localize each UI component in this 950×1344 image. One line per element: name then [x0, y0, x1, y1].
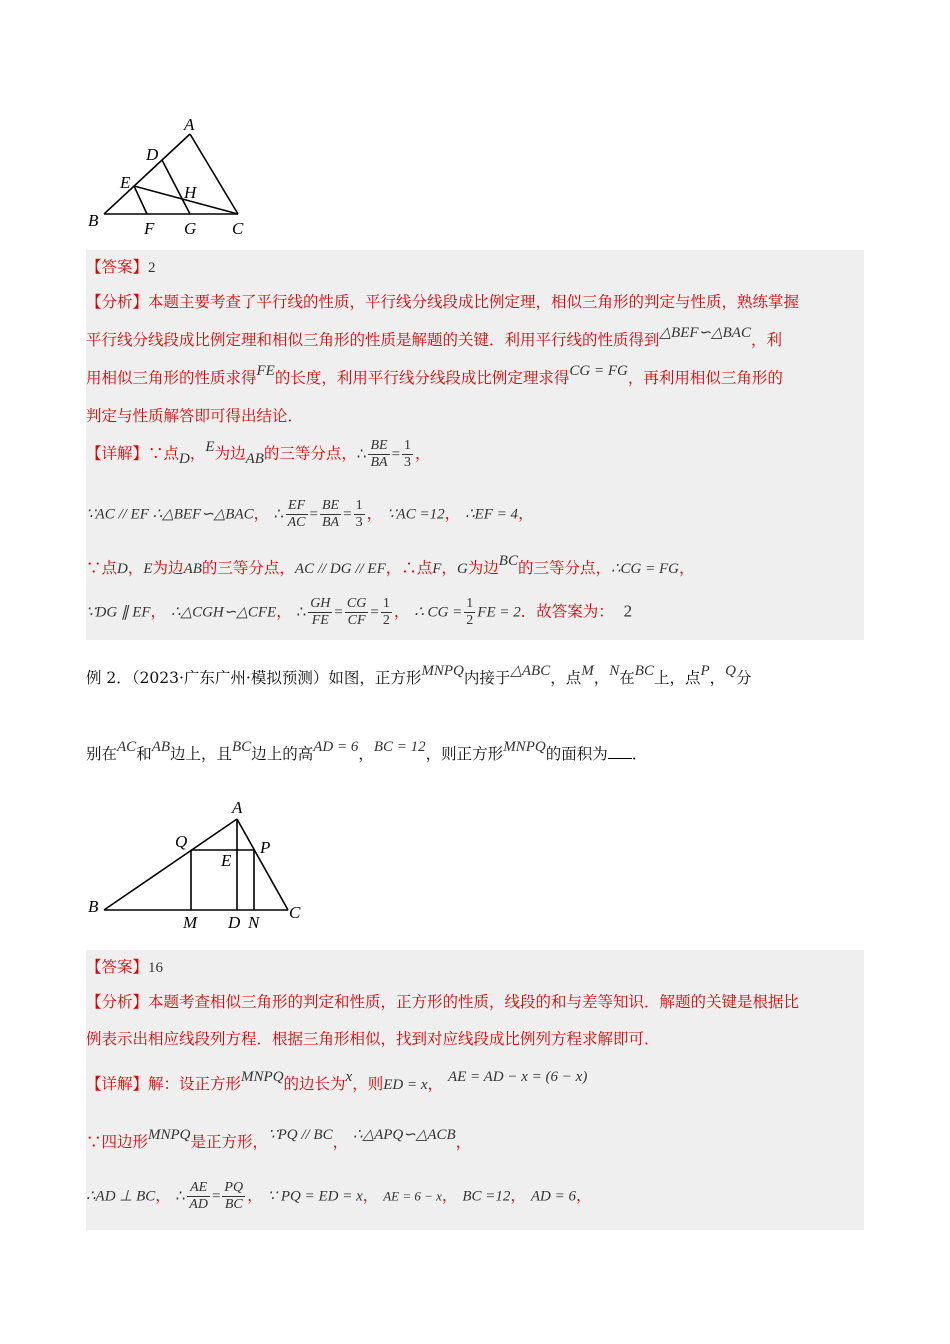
math: MNPQ	[241, 1069, 284, 1085]
analysis-label: 【分析】	[86, 293, 149, 311]
detail-text: ，	[678, 559, 695, 577]
question-text: 例 2．（2023·广东广州·模拟预测）如图，正方形	[86, 669, 422, 687]
analysis-text: 本题主要考查了平行线的性质，平行线分线段成比例定理，相似三角形的判定与性质，熟练掌握	[148, 293, 800, 311]
numerator: 1	[404, 438, 412, 453]
answer-blank	[608, 758, 632, 759]
math: G	[456, 561, 468, 577]
figure-1-svg	[80, 112, 280, 242]
numerator: 1	[382, 596, 390, 611]
detail-line-1	[86, 438, 431, 471]
math: ∵PQ // BC	[268, 1127, 333, 1143]
math: E	[143, 561, 153, 577]
question-text: ，点	[550, 669, 582, 687]
fig1-label-a: A	[184, 115, 195, 134]
math: AE = AD − x = (6 − x)	[447, 1069, 588, 1085]
detail-text: 的三等分点，	[263, 444, 357, 463]
math: ∴	[175, 1188, 186, 1205]
detail-text: ，	[155, 1186, 171, 1205]
question-text: 上，点	[653, 669, 701, 687]
denominator: 3	[355, 515, 363, 530]
detail-text: ．故答案为：	[520, 602, 614, 621]
math: △ABC	[510, 663, 551, 679]
detail-line-2: ∵AC // EF ∴△BEF∽△BAC， ∴ $\frac{EF}{AC}$ = $\frac{BE}{BA}$ = $\frac{1}{3}$ ， ∵AC =12， ∴EF = 4，	[86, 498, 534, 530]
answer-label: 【答案】	[86, 258, 149, 276]
fraction	[368, 438, 389, 471]
denominator: BA	[321, 515, 340, 530]
fig1-label-b: B	[88, 211, 99, 230]
math: N	[609, 663, 620, 679]
fraction	[187, 1180, 210, 1213]
question-text: 的面积为	[545, 745, 608, 763]
detail-text: ，	[518, 504, 534, 523]
detail-text: 的三等分点，	[201, 559, 295, 577]
math: E	[205, 438, 215, 455]
math: ∴△APQ∽△ACB	[353, 1127, 456, 1143]
question-text: 和	[136, 745, 152, 763]
detail-text: ，	[415, 444, 431, 463]
figure-2-svg	[80, 794, 310, 934]
math: ∵AC // EF ∴△BEF∽△BAC	[86, 506, 254, 523]
detail-text: 的边长为	[283, 1075, 346, 1093]
fraction	[464, 596, 475, 629]
fraction	[354, 498, 365, 531]
numerator: EF	[286, 498, 308, 515]
math: ∴ CG =	[414, 604, 463, 621]
question-text: 内接于	[463, 669, 511, 687]
math: AB	[245, 450, 264, 467]
math: D	[179, 450, 190, 467]
fig2-label-b: B	[88, 897, 99, 916]
denominator: 2	[382, 613, 390, 628]
question-text: 在	[619, 669, 635, 687]
fig2-label-d: D	[228, 913, 241, 932]
math: △BEF∽△BAC	[659, 325, 751, 341]
detail-text: 为边	[214, 444, 246, 463]
detail-text: ，则	[352, 1075, 384, 1093]
math: CG = FG	[569, 363, 628, 379]
segment-ac	[237, 819, 288, 910]
detail-text: ，	[427, 1075, 444, 1093]
denominator: FE	[311, 613, 329, 628]
analysis-text: ，利	[750, 331, 782, 349]
detail-line-4: ∵DG ∥ EF， ∴△CGH∽△CFE， ∴ $\frac{GH}{FE}$ = $\frac{CG}{CF}$ = $\frac{1}{2}$ ， ∴ CG = $\frac{1}{2}$ FE = 2．故答案为： 2	[86, 596, 633, 628]
detail-text: 为边	[467, 559, 499, 577]
analysis-text: 用相似三角形的性质求得	[86, 369, 257, 387]
detail-text: ，	[150, 602, 167, 621]
answer-value: 2	[148, 260, 156, 276]
math: ∵ PQ = ED = x	[267, 1188, 363, 1205]
numerator: GH	[310, 596, 331, 611]
question-text: ，	[593, 669, 610, 687]
math: BC	[232, 739, 252, 755]
detail-text: ，	[247, 1186, 263, 1205]
answer-value: 16	[148, 960, 164, 976]
math: AD = 6	[313, 739, 359, 755]
question-2-line-1	[86, 663, 752, 688]
math: AB	[151, 739, 171, 755]
detail-text: ，	[189, 444, 206, 463]
detail-text: ，∴点	[385, 559, 433, 577]
analysis-line-2	[86, 325, 782, 350]
math: AD = 6	[530, 1188, 576, 1205]
fig1-label-g: G	[184, 219, 197, 238]
answer-label: 【答案】	[86, 958, 149, 976]
detail-line-2	[86, 1127, 472, 1152]
fraction	[402, 438, 413, 471]
analysis-text: 本题考查相似三角形的判定和性质，正方形的性质，线段的和与差等知识．解题的关键是根据比	[148, 993, 800, 1011]
detail-text: ∵点	[148, 444, 180, 463]
math: F	[432, 561, 442, 577]
fig2-label-n: N	[248, 913, 260, 932]
segment-ef	[134, 186, 147, 214]
detail-text: ，	[441, 1186, 458, 1205]
fraction	[308, 596, 332, 629]
math: ∴AD ⊥ BC	[86, 1188, 156, 1205]
detail-text: 解：设正方形	[148, 1075, 242, 1093]
detail-text: ，	[366, 504, 383, 523]
figure-1	[80, 112, 280, 242]
analysis-line-3	[86, 363, 783, 388]
math: M	[581, 663, 594, 679]
detail-text: ，	[127, 559, 144, 577]
detail-text: ，	[455, 1133, 472, 1151]
math: BC =12	[462, 1188, 511, 1205]
math: MNPQ	[503, 739, 546, 755]
numerator: 1	[355, 498, 363, 513]
fraction	[222, 1180, 245, 1213]
math: ∴	[356, 446, 367, 463]
segment-ac	[190, 134, 238, 214]
denominator: CF	[347, 613, 366, 628]
math: P	[700, 663, 710, 679]
fig2-label-a: A	[232, 798, 243, 817]
analysis-line-2	[86, 1027, 660, 1049]
fraction	[345, 596, 368, 629]
fig1-label-c: C	[232, 219, 244, 238]
question-text: 边上的高	[251, 745, 314, 763]
numerator: 1	[466, 596, 474, 611]
detail-text: 为边	[152, 559, 184, 577]
analysis-text: 判定与性质解答即可得出结论．	[86, 407, 304, 425]
math: FE	[256, 363, 275, 379]
detail-line-1	[86, 1069, 588, 1094]
math: Q	[725, 663, 737, 679]
detail-text: ，	[362, 1186, 379, 1205]
answer-box-1	[86, 250, 864, 640]
question-text: ，	[358, 745, 374, 763]
answer-line-1	[86, 955, 163, 977]
math: x	[345, 1069, 353, 1085]
math: ∵AC =12	[387, 506, 445, 523]
fig2-label-e: E	[221, 851, 232, 870]
detail-label: 【详解】	[86, 444, 149, 463]
fig1-label-h: H	[184, 183, 197, 202]
math: ∵DG ∥ EF	[86, 604, 151, 621]
detail-text: ，	[510, 1186, 526, 1205]
fig1-label-d: D	[146, 145, 159, 164]
question-text: ，	[709, 669, 726, 687]
math: ∴△CGH∽△CFE	[171, 604, 277, 621]
math: ED = x	[383, 1077, 428, 1093]
detail-label: 【详解】	[86, 1075, 149, 1093]
analysis-text: 的长度，利用平行线分线段成比例定理求得	[274, 369, 570, 387]
math: BC = 12	[373, 739, 426, 755]
math: AC	[117, 739, 137, 755]
math: MNPQ	[148, 1127, 191, 1143]
analysis-line-1	[86, 990, 799, 1012]
detail-text: ，	[276, 602, 292, 621]
final-answer: 2	[623, 601, 633, 621]
analysis-text: ，再利用相似三角形的	[627, 369, 783, 387]
detail-line-3: ∴AD ⊥ BC， ∴ $\frac{AE}{AD}$ = $\frac{PQ}{BC}$ ， ∵ PQ = ED = x， AE = 6 − x， BC =12， AD = 6，	[86, 1180, 592, 1212]
numerator: PQ	[224, 1180, 244, 1195]
fraction	[286, 498, 308, 531]
question-text: ．	[631, 745, 648, 763]
math: ∴	[296, 604, 307, 621]
fig2-label-p: P	[260, 838, 271, 857]
analysis-line-1	[86, 290, 799, 312]
question-text: ，则正方形	[425, 745, 504, 763]
numerator: CG	[346, 596, 367, 611]
question-2-line-2	[86, 739, 648, 764]
fig2-label-c: C	[289, 903, 301, 922]
math: FE = 2	[477, 604, 521, 621]
math: BC	[634, 663, 654, 679]
denominator: 2	[466, 613, 474, 628]
analysis-text: 平行线分线段成比例定理和相似三角形的性质是解题的关键．利用平行线的性质得到	[86, 331, 660, 349]
math: D	[117, 561, 128, 577]
math: MNPQ	[421, 663, 464, 679]
detail-text: ，	[332, 1133, 349, 1151]
fraction	[381, 596, 392, 629]
math: AB	[183, 561, 202, 577]
detail-text: ，	[444, 504, 461, 523]
numerator: AE	[187, 1180, 210, 1197]
math: ∴EF = 4	[465, 506, 519, 523]
numerator: BE	[321, 498, 340, 513]
fig1-label-e: E	[120, 173, 131, 192]
math: =	[391, 446, 401, 463]
denominator: AD	[189, 1197, 208, 1212]
question-text: 分	[736, 669, 752, 687]
detail-text: ∵四边形	[86, 1133, 149, 1151]
math: ∴CG = FG	[610, 561, 679, 577]
detail-text: 的三等分点，	[517, 559, 611, 577]
analysis-label: 【分析】	[86, 993, 149, 1011]
detail-text: ，	[393, 602, 410, 621]
fig2-label-m: M	[183, 913, 198, 932]
math: BC	[498, 553, 518, 569]
question-text: 别在	[86, 745, 118, 763]
math: ∴	[274, 506, 284, 523]
question-text: 边上，且	[170, 745, 233, 763]
detail-text: ，	[441, 559, 457, 577]
detail-line-3	[86, 553, 695, 578]
fraction	[320, 498, 341, 531]
analysis-text: 例表示出相应线段列方程．根据三角形相似，找到对应线段成比例列方程求解即可．	[86, 1030, 660, 1048]
denominator: BA	[370, 455, 388, 470]
denominator: AC	[287, 515, 306, 530]
detail-text: ∵点	[86, 559, 118, 577]
figure-2	[80, 794, 310, 934]
denominator: BC	[224, 1197, 243, 1212]
fig2-label-q: Q	[175, 832, 188, 851]
detail-text: ，	[575, 1186, 592, 1205]
detail-text: ，	[253, 504, 270, 523]
answer-box-2	[86, 950, 864, 1230]
segment-ba	[104, 819, 237, 910]
answer-line-1	[86, 255, 156, 277]
math: AC // DG // EF	[294, 561, 386, 577]
denominator: 3	[404, 455, 412, 470]
math: AE = 6 − x	[383, 1188, 442, 1204]
fig1-label-f: F	[144, 219, 155, 238]
detail-text: 是正方形，	[190, 1133, 269, 1151]
analysis-line-4	[86, 404, 303, 426]
numerator: BE	[370, 438, 388, 453]
